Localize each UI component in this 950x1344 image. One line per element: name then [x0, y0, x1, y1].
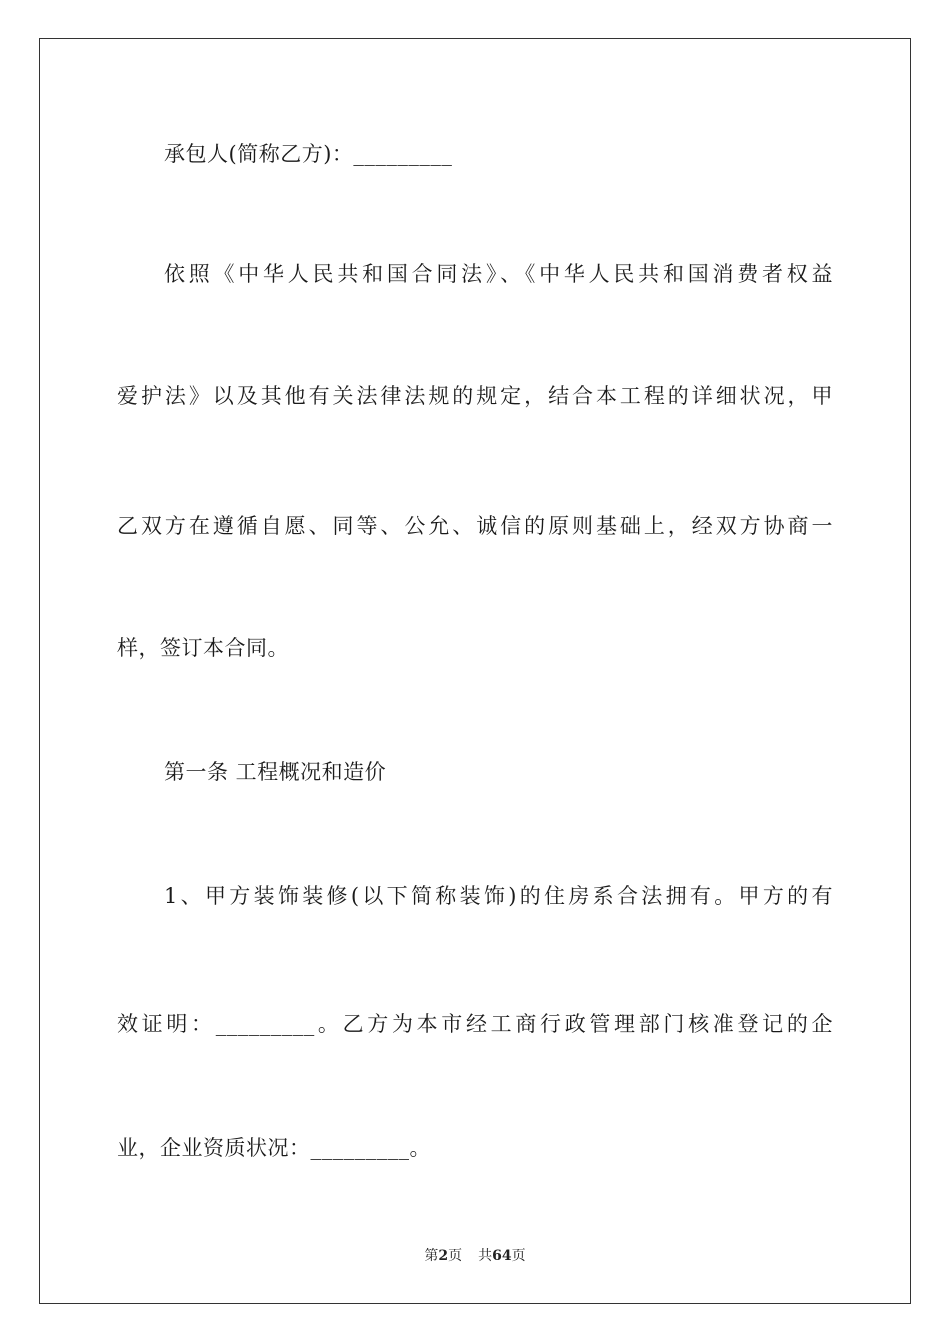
text-line-basis-2: 爱护法》以及其他有关法律法规的规定，结合本工程的详细状况，甲	[117, 384, 833, 408]
text-line-clause-1-1: 1、甲方装饰装修(以下简称装饰)的住房系合法拥有。甲方的有	[164, 884, 833, 908]
page-footer	[0, 1246, 950, 1266]
footer-total-pages: 64	[492, 1248, 512, 1264]
footer-page-suffix: 页	[448, 1248, 463, 1264]
footer-page-number: 2	[438, 1248, 449, 1264]
section-heading-article-1: 第一条 工程概况和造价	[164, 760, 387, 784]
page-border	[39, 38, 911, 1304]
text-line-basis-3: 乙双方在遵循自愿、同等、公允、诚信的原则基础上，经双方协商一	[117, 514, 833, 538]
text-line-contractor: 承包人(简称乙方)：_________	[164, 142, 453, 166]
text-line-clause-1-3: 业，企业资质状况：_________。	[117, 1136, 431, 1160]
footer-page-prefix: 第	[424, 1248, 439, 1264]
text-line-basis-1: 依照《中华人民共和国合同法》、《中华人民共和国消费者权益	[164, 262, 833, 286]
text-line-basis-4: 样，签订本合同。	[117, 636, 289, 660]
footer-total-suffix: 页	[511, 1248, 526, 1264]
footer-total-prefix: 共	[478, 1248, 493, 1264]
text-line-clause-1-2: 效证明：_________。乙方为本市经工商行政管理部门核准登记的企	[117, 1012, 833, 1036]
